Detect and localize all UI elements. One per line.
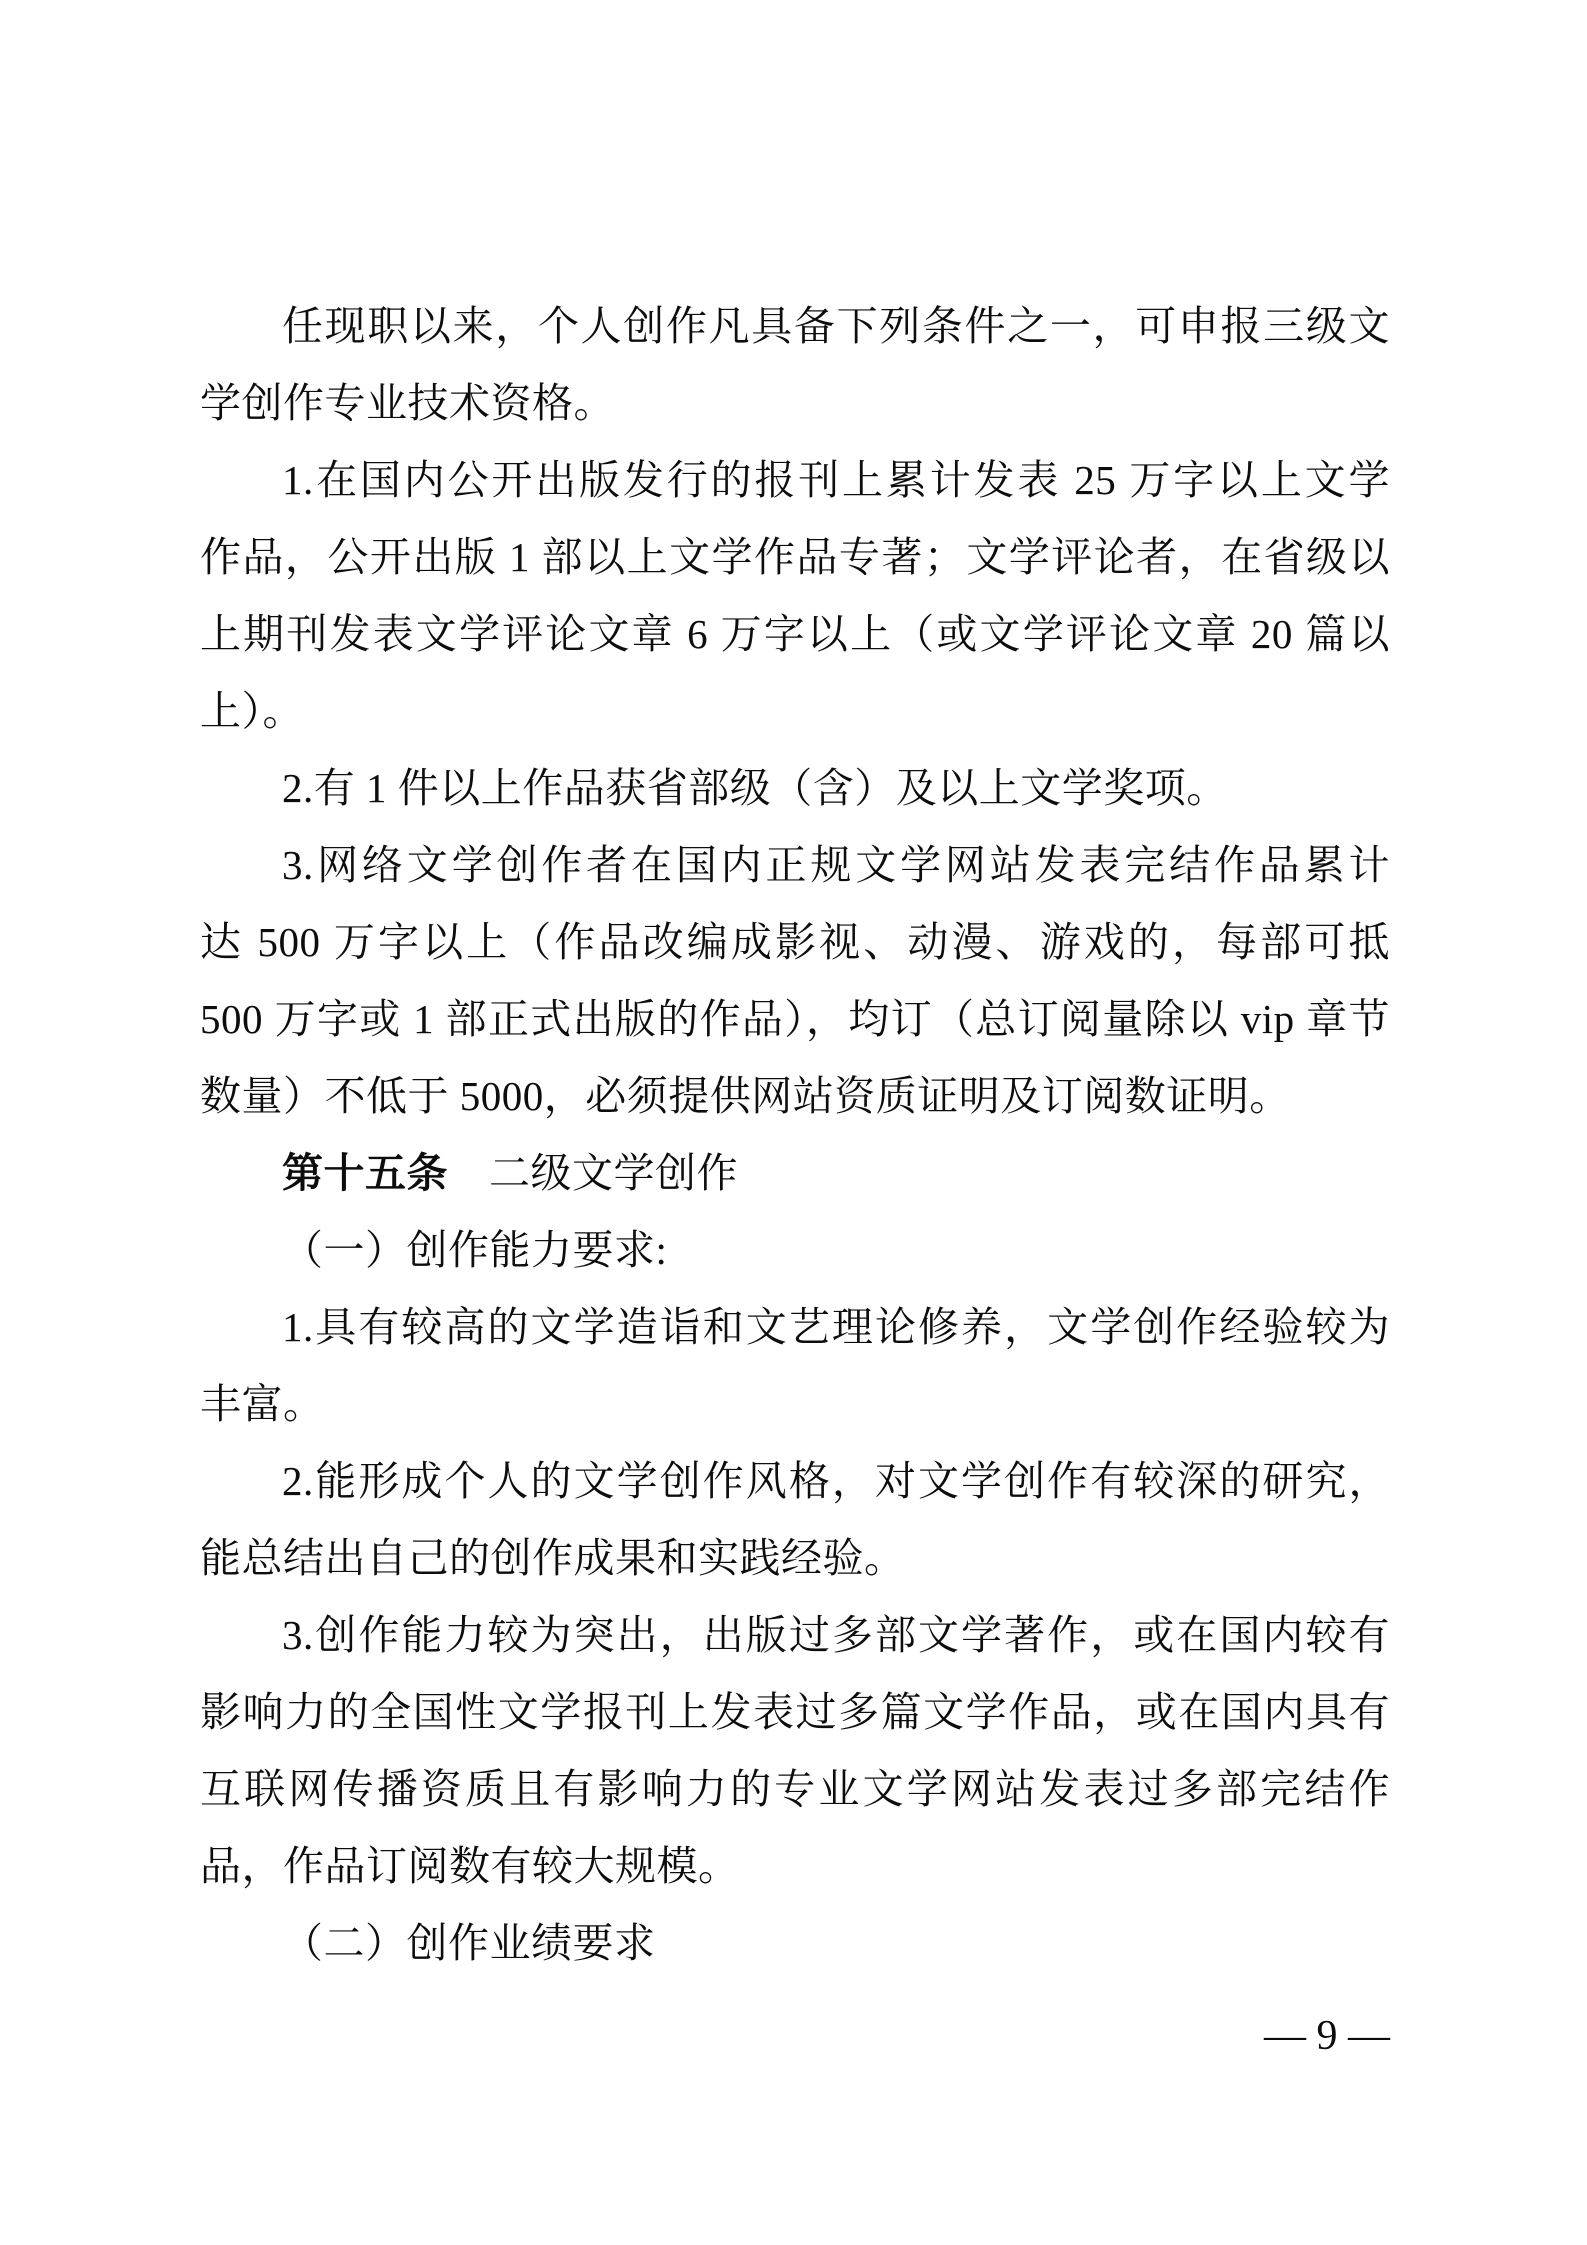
text-line: 学创作专业技术资格。 [200, 380, 615, 426]
text-line: 影响力的全国性文学报刊上发表过多篇文学作品，或在国内具有 [200, 1689, 1390, 1735]
text-line: 2.有 1 件以上作品获省部级（含）及以上文学奖项。 [282, 765, 1228, 811]
article-title-text: 二级文学创作 [489, 1150, 738, 1196]
text-line: （二）创作业绩要求 [282, 1920, 656, 1966]
text-line: 上）。 [200, 688, 304, 734]
document-body [200, 288, 1390, 1982]
text-line: 上期刊发表文学评论文章 6 万字以上（或文学评论文章 20 篇以 [200, 611, 1390, 657]
text-line: 2.能形成个人的文学创作风格，对文学创作有较深的研究， [282, 1458, 1390, 1504]
text-line: 品，作品订阅数有较大规模。 [200, 1843, 740, 1889]
text-line: 任现职以来，个人创作凡具备下列条件之一，可申报三级文 [282, 303, 1390, 349]
text-line: 达 500 万字以上（作品改编成影视、动漫、游戏的，每部可抵 [200, 919, 1390, 965]
text-line: 能总结出自己的创作成果和实践经验。 [200, 1535, 906, 1581]
text-line: 3.创作能力较为突出，出版过多部文学著作，或在国内较有 [282, 1612, 1390, 1658]
text-line: 500 万字或 1 部正式出版的作品），均订（总订阅量除以 vip 章节 [200, 996, 1390, 1042]
article-number-heading: 第十五条 [282, 1150, 448, 1196]
text-line: （一）创作能力要求: [282, 1227, 668, 1273]
text-line: 3.网络文学创作者在国内正规文学网站发表完结作品累计 [282, 842, 1390, 888]
text-line: 数量）不低于 5000，必须提供网站资质证明及订阅数证明。 [200, 1073, 1291, 1119]
text-line [200, 1135, 1390, 1212]
text-line: 1.具有较高的文学造诣和文艺理论修养，文学创作经验较为 [282, 1304, 1390, 1350]
page-number: — 9 — [1264, 2013, 1390, 2059]
text-line: 1.在国内公开出版发行的报刊上累计发表 25 万字以上文学 [282, 457, 1390, 503]
text-line: 丰富。 [200, 1381, 325, 1427]
text-line: 互联网传播资质且有影响力的专业文学网站发表过多部完结作 [200, 1766, 1390, 1812]
text-line: 作品，公开出版 1 部以上文学作品专著；文学评论者，在省级以 [200, 534, 1390, 580]
